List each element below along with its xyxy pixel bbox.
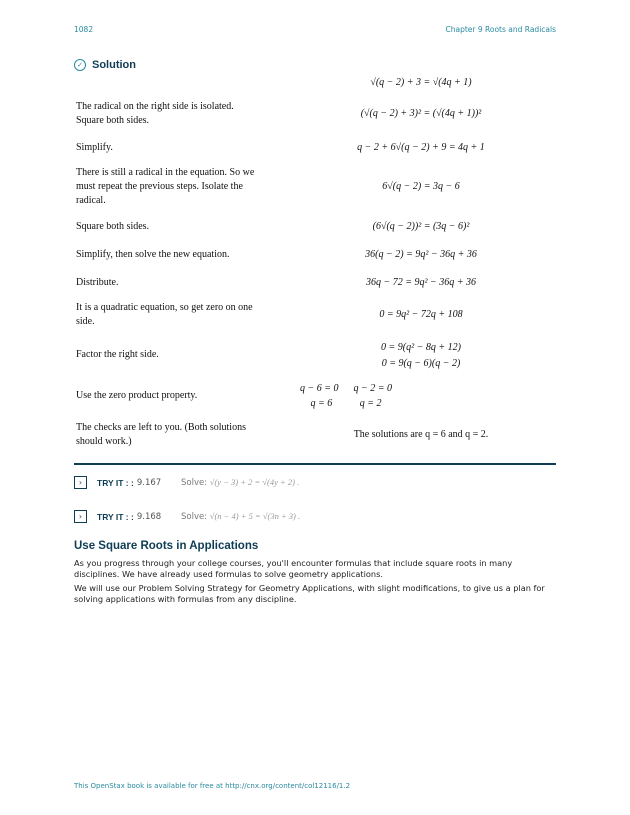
solution-title: Solution bbox=[92, 59, 136, 71]
page-number: 1082 bbox=[74, 25, 94, 34]
check-circle-icon: ✓ bbox=[74, 59, 86, 71]
step-math: 36q − 72 = 9q² − 36q + 36 bbox=[366, 277, 476, 288]
chapter-title: Chapter 9 Roots and Radicals bbox=[445, 25, 556, 34]
step-text: Use the zero product property. bbox=[76, 390, 198, 401]
section-title: Use Square Roots in Applications bbox=[74, 540, 259, 552]
section-paragraph: We will use our Problem Solving Strategy for Geometry Applications, with slight modifications, to give us a plan for solving applications with formulas from any discipline. bbox=[74, 583, 545, 604]
section-divider bbox=[74, 463, 556, 465]
try-it-prompt: Solve: bbox=[181, 478, 208, 488]
step-math-line2: 0 = 9(q − 6)(q − 2) bbox=[381, 358, 461, 369]
try-it-prompt-wrap bbox=[181, 511, 300, 522]
try-it-equation: √(n − 4) + 5 = √(3n + 3) . bbox=[209, 511, 301, 521]
initial-equation: √(q − 2) + 3 = √(4q + 1) bbox=[370, 77, 472, 88]
try-it-prompt-wrap bbox=[181, 477, 299, 488]
try-it-equation: √(y − 3) + 2 = √(4y + 2) . bbox=[209, 477, 300, 487]
step-math-line2: q = 6 q = 2 bbox=[310, 398, 382, 409]
chevron-right-icon[interactable]: › bbox=[74, 510, 87, 523]
step-math: (6√(q − 2))² = (3q − 6)² bbox=[372, 221, 470, 232]
step-math: q − 6 = 0 q − 2 = 0 bbox=[300, 383, 392, 394]
step-text: Factor the right side. bbox=[76, 349, 159, 360]
try-it-label: TRY IT : : bbox=[97, 477, 134, 488]
step-math: 0 = 9q² − 72q + 108 bbox=[379, 309, 463, 320]
step-math: 36(q − 2) = 9q² − 36q + 36 bbox=[365, 249, 477, 260]
step-math: (√(q − 2) + 3)² = (√(4q + 1))² bbox=[360, 108, 482, 119]
step-text: Distribute. bbox=[76, 277, 119, 288]
try-it-number: 9.168 bbox=[136, 511, 162, 522]
try-it-9-167 bbox=[74, 476, 300, 489]
step-text: The radical on the right side is isolated. Square both sides. bbox=[76, 101, 234, 126]
step-math: q − 2 + 6√(q − 2) + 9 = 4q + 1 bbox=[357, 142, 485, 153]
footer-text: This OpenStax book is available for free at http://cnx.org/content/col12116/1.2 bbox=[74, 782, 351, 790]
chevron-right-icon[interactable]: › bbox=[74, 476, 87, 489]
try-it-9-168 bbox=[74, 510, 301, 523]
try-it-prompt: Solve: bbox=[181, 512, 208, 522]
step-text: Simplify. bbox=[76, 142, 113, 153]
step-text: There is still a radical in the equation. So we must repeat the previous steps. Isolate the radical. bbox=[76, 167, 255, 206]
step-math: The solutions are q = 6 and q = 2. bbox=[353, 429, 489, 440]
step-text: The checks are left to you. (Both solutions should work.) bbox=[76, 422, 246, 447]
solution-heading bbox=[74, 59, 136, 71]
try-it-number: 9.167 bbox=[136, 477, 162, 488]
step-math: 6√(q − 2) = 3q − 6 bbox=[382, 181, 460, 192]
try-it-label: TRY IT : : bbox=[97, 511, 134, 522]
step-text: Simplify, then solve the new equation. bbox=[76, 249, 230, 260]
step-text: Square both sides. bbox=[76, 221, 150, 232]
step-text: It is a quadratic equation, so get zero on one side. bbox=[76, 302, 253, 327]
step-math: 0 = 9(q² − 8q + 12) bbox=[381, 342, 461, 353]
section-paragraph: As you progress through your college courses, you'll encounter formulas that include square roots in many disciplines. We have already used formulas to solve geometry applications. bbox=[74, 558, 513, 579]
